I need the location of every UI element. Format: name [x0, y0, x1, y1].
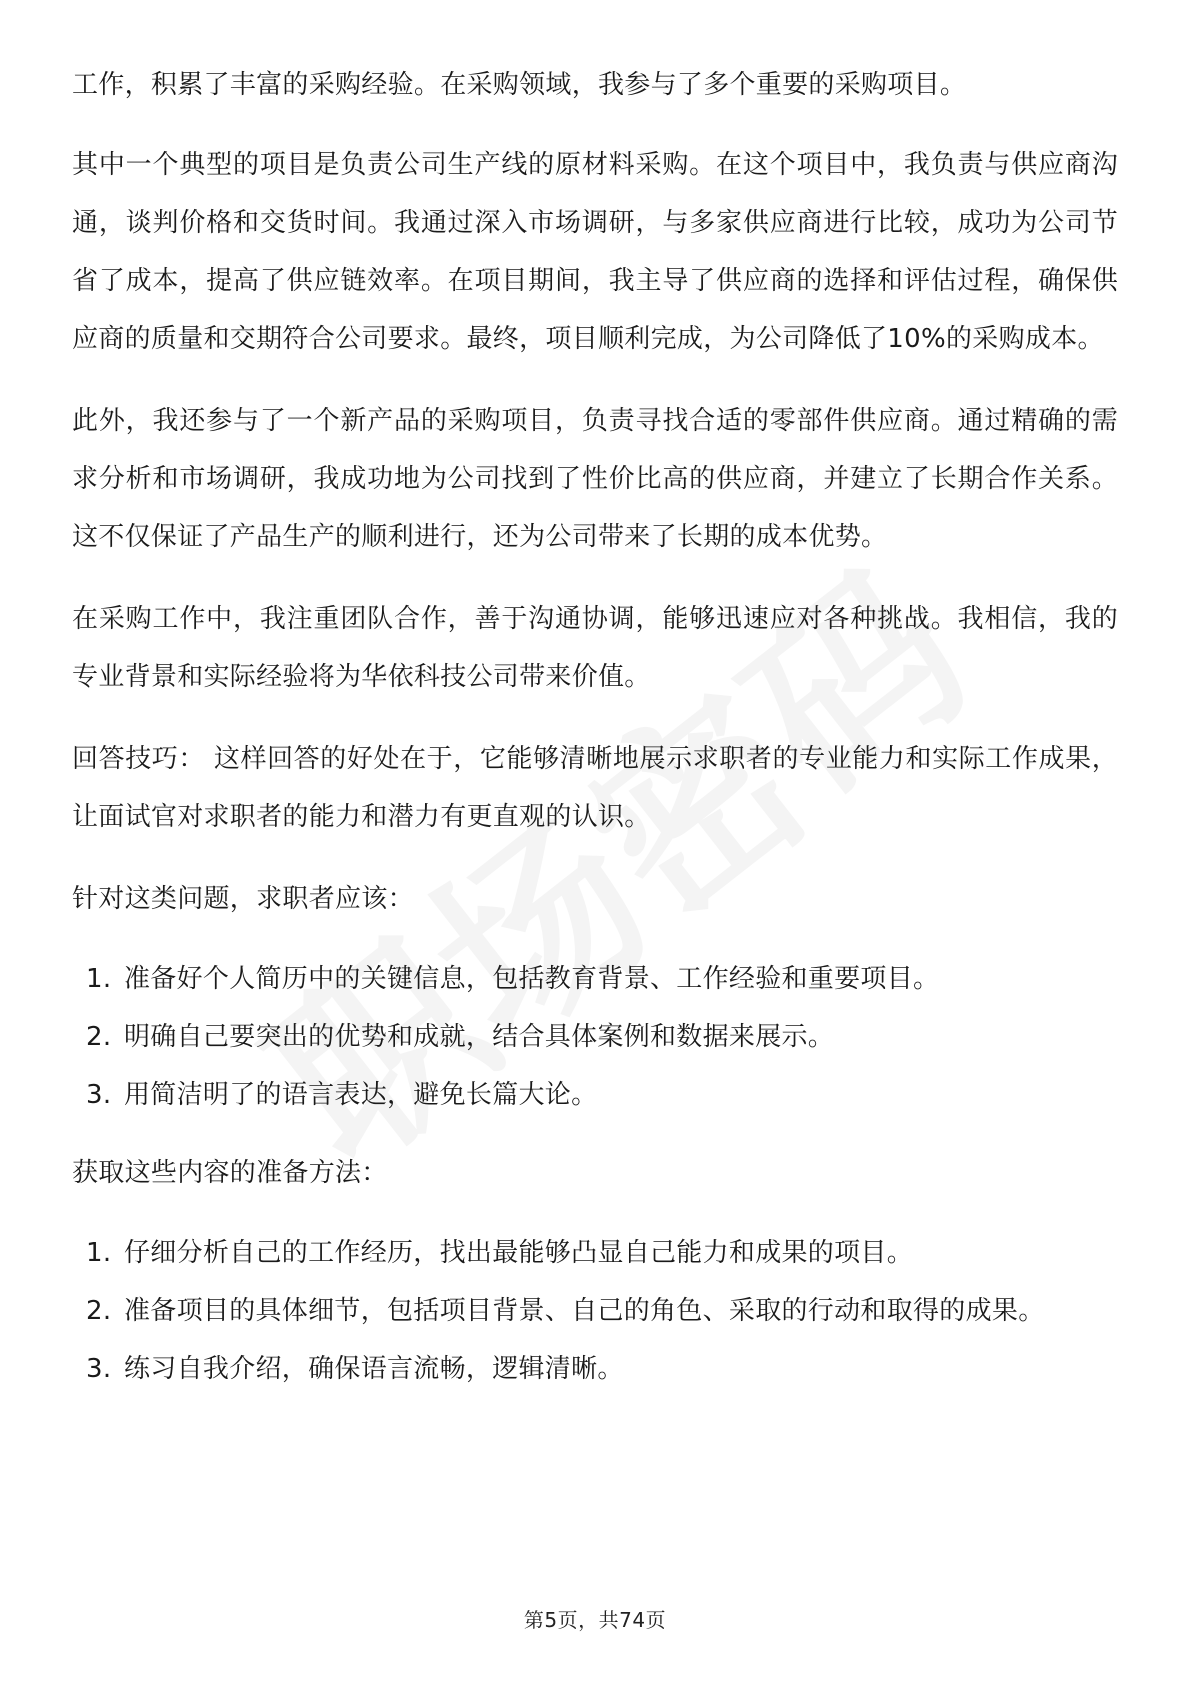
- paragraph-answer-tip: 回答技巧： 这样回答的好处在于，它能够清晰地展示求职者的专业能力和实际工作成果，让面试官对求职者的能力和潜力有更直观的认识。: [72, 744, 1118, 832]
- list-item-text: 用简洁明了的语言表达，避免长篇大论。: [124, 1080, 598, 1110]
- list-item-text: 仔细分析自己的工作经历，找出最能够凸显自己能力和成果的项目。: [124, 1238, 914, 1268]
- list-item: [72, 1068, 1118, 1122]
- list-item-number: 3.: [86, 1354, 112, 1384]
- list-item-number: 2.: [86, 1296, 112, 1326]
- list-item-number: 1.: [86, 1238, 112, 1268]
- paragraph-list2-intro: 获取这些内容的准备方法：: [72, 1158, 388, 1188]
- list-item-text: 练习自我介绍，确保语言流畅，逻辑清晰。: [124, 1354, 624, 1384]
- paragraph-list1-intro: 针对这类问题，求职者应该：: [72, 884, 414, 914]
- list-item: [72, 1010, 1118, 1064]
- list-item: [72, 952, 1118, 1006]
- list-item: [72, 1342, 1118, 1396]
- list-item-text: 明确自己要突出的优势和成就，结合具体案例和数据来展示。: [124, 1022, 835, 1052]
- paragraph-intro-continued: 工作，积累了丰富的采购经验。在采购领域，我参与了多个重要的采购项目。: [72, 70, 967, 100]
- paragraph-project-2: 此外，我还参与了一个新产品的采购项目，负责寻找合适的零部件供应商。通过精确的需求分析和市场调研，我成功地为公司找到了性价比高的供应商，并建立了长期合作关系。这不仅保证了产品生产的顺利进行，还为公司带来了长期的成本优势。: [72, 406, 1118, 552]
- paragraph-teamwork: 在采购工作中，我注重团队合作，善于沟通协调，能够迅速应对各种挑战。我相信，我的专业背景和实际经验将为华依科技公司带来价值。: [72, 604, 1118, 692]
- candidate-advice-list: [72, 952, 1118, 1122]
- document-body: [72, 56, 1118, 1418]
- list-item-text: 准备好个人简历中的关键信息，包括教育背景、工作经验和重要项目。: [124, 964, 940, 994]
- list-item-number: 3.: [86, 1080, 112, 1110]
- page-number: 第5页，共74页: [523, 1608, 667, 1632]
- list-item-number: 2.: [86, 1022, 112, 1052]
- list-item-text: 准备项目的具体细节，包括项目背景、自己的角色、采取的行动和取得的成果。: [124, 1296, 1045, 1326]
- preparation-method-list: [72, 1226, 1118, 1396]
- list-item: [72, 1226, 1118, 1280]
- list-item-number: 1.: [86, 964, 112, 994]
- list-item: [72, 1284, 1118, 1338]
- paragraph-project-1: 其中一个典型的项目是负责公司生产线的原材料采购。在这个项目中，我负责与供应商沟通，谈判价格和交货时间。我通过深入市场调研，与多家供应商进行比较，成功为公司节省了成本，提高了供应链效率。在项目期间，我主导了供应商的选择和评估过程，确保供应商的质量和交期符合公司要求。最终，项目顺利完成，为公司降低了10%的采购成本。: [72, 150, 1118, 354]
